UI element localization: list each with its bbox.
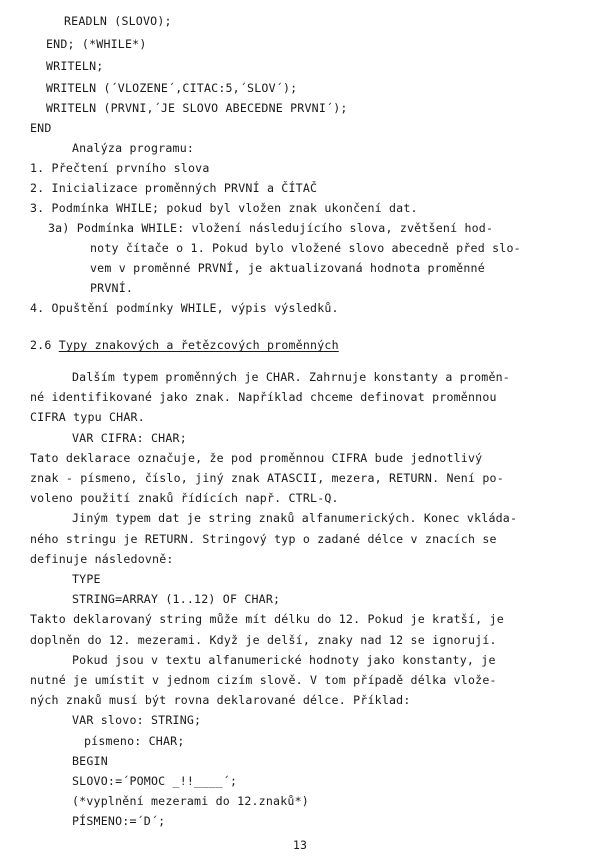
analysis-item: noty čítače o 1. Pokud bylo vložené slovo abecedně před slo- [90,241,521,255]
body-line: CIFRA typu CHAR. [30,410,145,424]
body-line: znak - písmeno, číslo, jiný znak ATASCII, mezera, RETURN. Není po- [30,471,504,485]
body-line: písmeno: CHAR; [84,734,185,748]
page-number: 13 [292,838,308,852]
body-line: Jiným typem dat je string znaků alfanumerických. Konec vkláda- [72,511,518,525]
code-line: WRITELN (PRVNI,´JE SLOVO ABECEDNE PRVNI´); [46,101,348,115]
analysis-item: PRVNÍ. [90,281,134,295]
body-line: nutné je umístit v jednom cizím slově. V tom případě délka vlože- [30,673,497,687]
body-line: PÍSMENO:=´D´; [72,814,166,828]
analysis-item: 3a) Podmínka WHILE: vložení následujícího slova, zvětšení hod- [48,221,494,235]
body-line: né identifikované jako znak. Například chceme definovat proměnnou [30,390,497,404]
code-line: WRITELN (´VLOZENE´,CITAC:5,´SLOV´); [46,81,298,95]
body-line: Takto deklarovaný string může mít délku do 12. Pokud je kratší, je [30,612,504,626]
body-line: VAR slovo: STRING; [72,713,202,727]
code-line: END [30,121,52,135]
section-title: Typy znakových a řetězcových proměnných [58,338,339,352]
body-line: Pokud jsou v textu alfanumerické hodnoty jako konstanty, je [72,653,496,667]
body-line: BEGIN [72,754,108,768]
section-heading [30,338,339,352]
body-line: VAR CIFRA: CHAR; [72,431,187,445]
body-line: Tato deklarace označuje, že pod proměnnou CIFRA bude jednotlivý [30,451,483,465]
body-line: TYPE [72,572,101,586]
body-line: voleno použití znaků řídících např. CTRL-Q. [30,491,339,505]
body-line: definuje následovně: [30,552,174,566]
analysis-item: 2. Inicializace proměnných PRVNÍ a ČÍTAČ [30,181,318,195]
code-line: END; (*WHILE*) [46,37,147,51]
code-line: WRITELN; [46,59,104,73]
body-line: ných znaků musí být rovna deklarované délce. Příklad: [30,693,411,707]
body-line: ného stringu je RETURN. Stringový typ o zadané délce v znacích se [30,532,497,546]
analysis-item: 4. Opuštění podmínky WHILE, výpis výsledků. [30,301,339,315]
section-number: 2.6 [30,338,52,352]
body-line: (*vyplnění mezerami do 12.znaků*) [72,794,309,808]
body-line: Dalším typem proměnných je CHAR. Zahrnuje konstanty a proměn- [72,370,510,384]
body-line: STRING=ARRAY (1..12) OF CHAR; [72,592,281,606]
code-line: READLN (SLOVO); [64,14,172,28]
analysis-item: 3. Podmínka WHILE; pokud byl vložen znak ukončení dat. [30,201,418,215]
analysis-item: 1. Přečtení prvního slova [30,161,210,175]
body-line: doplněn do 12. mezerami. Když je delší, znaky nad 12 se ignorují. [30,633,497,647]
body-line: SLOVO:=´POMOC _!!____´; [72,774,238,788]
analysis-item: vem v proměnné PRVNÍ, je aktualizovaná hodnota proměnné [90,261,485,275]
analysis-title: Analýza programu: [72,141,195,155]
